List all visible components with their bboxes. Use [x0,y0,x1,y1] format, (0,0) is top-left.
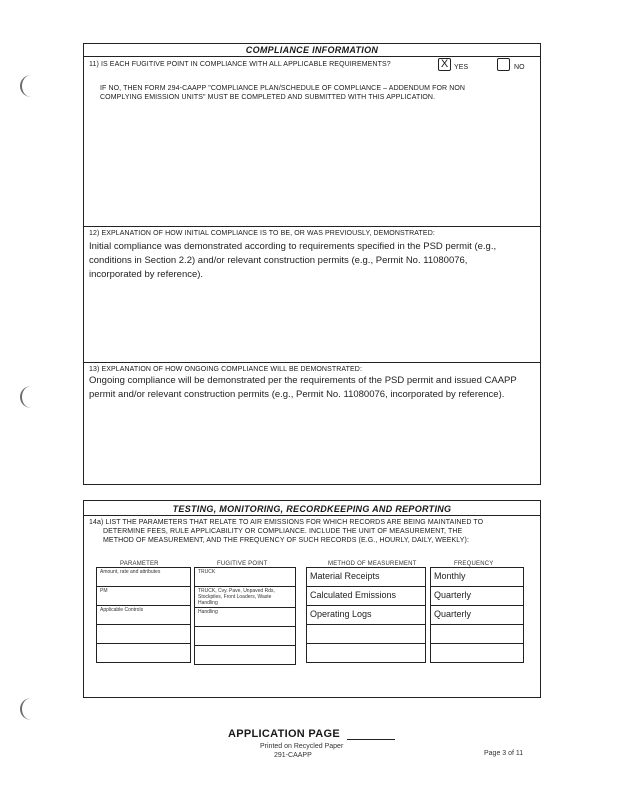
q14a-line2: DETERMINE FEES, RULE APPLICABILITY OR COMPLIANCE. INCLUDE THE UNIT OF MEASUREMENT, THE [103,528,463,535]
q13-label: 13) EXPLANATION OF HOW ONGOING COMPLIANCE WILL BE DEMONSTRATED: [89,366,362,373]
parameter-table [96,567,191,663]
table-cell[interactable]: TRUCK, Cvy. Pave, Unpaved Rds, Stockpiles, Front Loaders, Waste Handling [195,587,296,608]
form-id: 291-CAAPP [274,752,312,759]
yes-label: YES [454,64,469,71]
testing-section [83,500,541,698]
q12-label: 12) EXPLANATION OF HOW INITIAL COMPLIANCE IS TO BE, OR WAS PREVIOUSLY, DEMONSTRATED: [89,230,435,237]
application-page-label: APPLICATION PAGE [228,728,340,740]
table-cell[interactable]: Operating Logs [307,606,426,625]
frequency-table [430,567,524,663]
q11-note-line1: IF NO, THEN FORM 294-CAAPP "COMPLIANCE PLAN/SCHEDULE OF COMPLIANCE – ADDENDUM FOR NON [100,85,466,92]
yes-checkbox[interactable]: X [438,58,451,71]
fugitive-point-table [194,567,296,665]
table-cell[interactable]: Material Receipts [307,568,426,587]
table-cell[interactable]: Quarterly [431,606,524,625]
table-cell[interactable] [195,627,296,646]
table-cell[interactable] [431,625,524,644]
table-cell[interactable] [195,646,296,665]
page-number: Page 3 of 11 [484,750,524,757]
table-cell[interactable]: PM [97,587,191,606]
compliance-title: COMPLIANCE INFORMATION [245,45,379,55]
q11-label: 11) IS EACH FUGITIVE POINT IN COMPLIANCE WITH ALL APPLICABLE REQUIREMENTS? [89,61,391,68]
table-cell[interactable] [431,644,524,663]
application-page-blank[interactable] [347,739,395,740]
q14a-line1: 14a) LIST THE PARAMETERS THAT RELATE TO AIR EMISSIONS FOR WHICH RECORDS ARE BEING MAINTAINED TO [89,519,484,526]
col-header-parameter: PARAMETER [120,561,159,567]
q13-answer[interactable]: Ongoing compliance will be demonstrated per the requirements of the PSD permit and issued CAAPP permit and/or relevant construction permits (e.g., Permit No. 11080076, incorporated by reference). [89,375,517,400]
table-cell[interactable]: Applicable Controls [97,606,191,625]
col-header-fugitive-point: FUGITIVE POINT [217,561,268,567]
no-label: NO [514,64,525,71]
col-header-method: METHOD OF MEASUREMENT [328,561,417,567]
binder-hole [20,698,36,720]
method-table [306,567,426,663]
q11-note-line2: COMPLYING EMISSION UNITS" MUST BE COMPLETED AND SUBMITTED WITH THIS APPLICATION. [100,94,436,101]
binder-hole [20,75,36,97]
col-header-frequency: FREQUENCY [454,561,494,567]
recycled-paper-note: Printed on Recycled Paper [260,743,344,750]
table-cell[interactable]: Monthly [431,568,524,587]
table-cell[interactable]: Amount, rate and attributes [97,568,191,587]
table-cell[interactable] [307,625,426,644]
testing-title: TESTING, MONITORING, RECORDKEEPING AND REPORTING [172,504,452,514]
q14a-line3: METHOD OF MEASUREMENT, AND THE FREQUENCY OF SUCH RECORDS (E.G., HOURLY, DAILY, WEEKLY): [103,537,470,544]
binder-hole [20,386,36,408]
table-cell[interactable]: TRUCK [195,568,296,587]
table-cell[interactable]: Calculated Emissions [307,587,426,606]
table-cell[interactable]: Handling [195,608,296,627]
no-checkbox[interactable] [497,58,510,71]
table-cell[interactable] [307,644,426,663]
table-cell[interactable] [97,644,191,663]
table-cell[interactable]: Quarterly [431,587,524,606]
compliance-section [83,43,541,485]
table-cell[interactable] [97,625,191,644]
q12-answer[interactable]: Initial compliance was demonstrated according to requirements specified in the PSD permit (e.g., conditions in Section 2.2) and/or relevant construction permits (e.g., Permit No. 11080076, incorporated by reference). [89,241,497,280]
